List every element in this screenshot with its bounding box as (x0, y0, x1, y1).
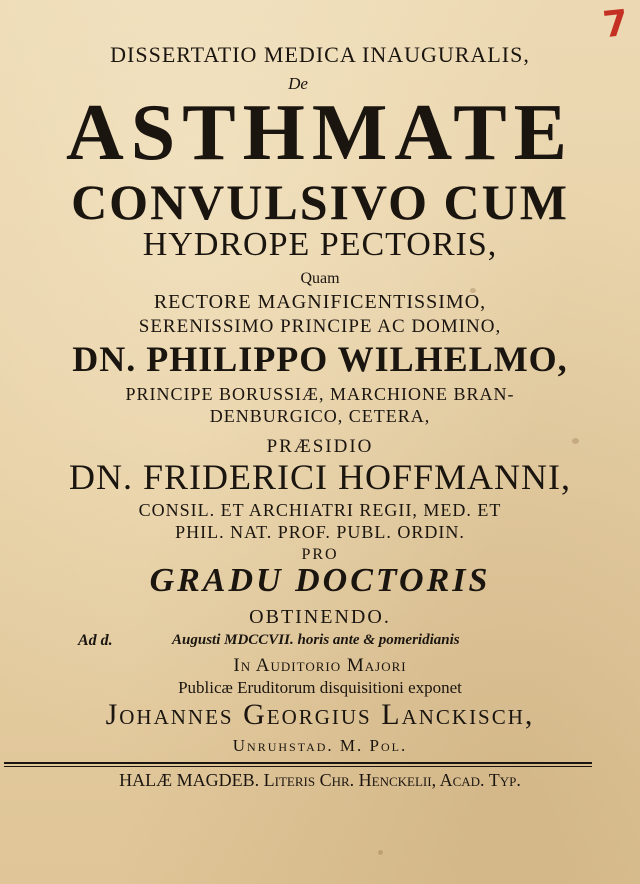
obtinendo-line: OBTINENDO. (249, 606, 391, 628)
praeses-titles-2: PHIL. NAT. PROF. PUBL. ORDIN. (175, 522, 465, 542)
main-title: ASTHMATE (66, 89, 574, 177)
degree-title: GRADU DOCTORIS (149, 562, 491, 599)
quam-word: Quam (300, 270, 340, 287)
preposition-de: De (288, 74, 308, 93)
auditorio-line: In Auditorio Majori (233, 655, 407, 676)
subtitle-convulsivo: CONVULSIVO CUM (71, 174, 569, 230)
prince-titles-1: PRINCIPE BORUSSIÆ, MARCHIONE BRAN- (125, 384, 515, 404)
praeses-titles-1: CONSIL. ET ARCHIATRI REGII, MED. ET (138, 500, 502, 520)
subtitle-hydrope: HYDROPE PECTORIS, (142, 226, 498, 263)
prince-name: DN. PHILIPPO WILHELMO, (72, 339, 568, 379)
paper-stain (378, 850, 383, 855)
date-line-left: Ad d. (78, 632, 113, 649)
praesidio-line: PRÆSIDIO (266, 436, 374, 457)
pro-line: PRO (301, 546, 339, 563)
disquisition-line: Publicæ Eruditorum disquisitioni exponet (178, 678, 462, 697)
date-line-right: Augusti MDCCVII. horis ante & pomeridianis (172, 632, 460, 648)
imprint-line: HALÆ MAGDEB. Literis Chr. Henckelii, Acad. Typ. (119, 770, 521, 790)
serenissimo-line: SERENISSIMO PRINCIPE AC DOMINO, (138, 316, 502, 337)
double-rule-thick (4, 762, 592, 764)
respondent-origin: Unruhstad. M. Pol. (232, 736, 408, 755)
prince-titles-2: DENBURGICO, CETERA, (209, 406, 431, 426)
double-rule-thin (4, 766, 592, 767)
dissertation-heading: DISSERTATIO MEDICA INAUGURALIS, (110, 42, 530, 67)
respondent-name: Johannes Georgius Lanckisch, (105, 698, 535, 731)
rector-line: RECTORE MAGNIFICENTISSIMO, (153, 291, 487, 313)
praeses-name: DN. FRIDERICI HOFFMANNI, (68, 457, 572, 497)
folio-number: 7 (600, 2, 631, 47)
